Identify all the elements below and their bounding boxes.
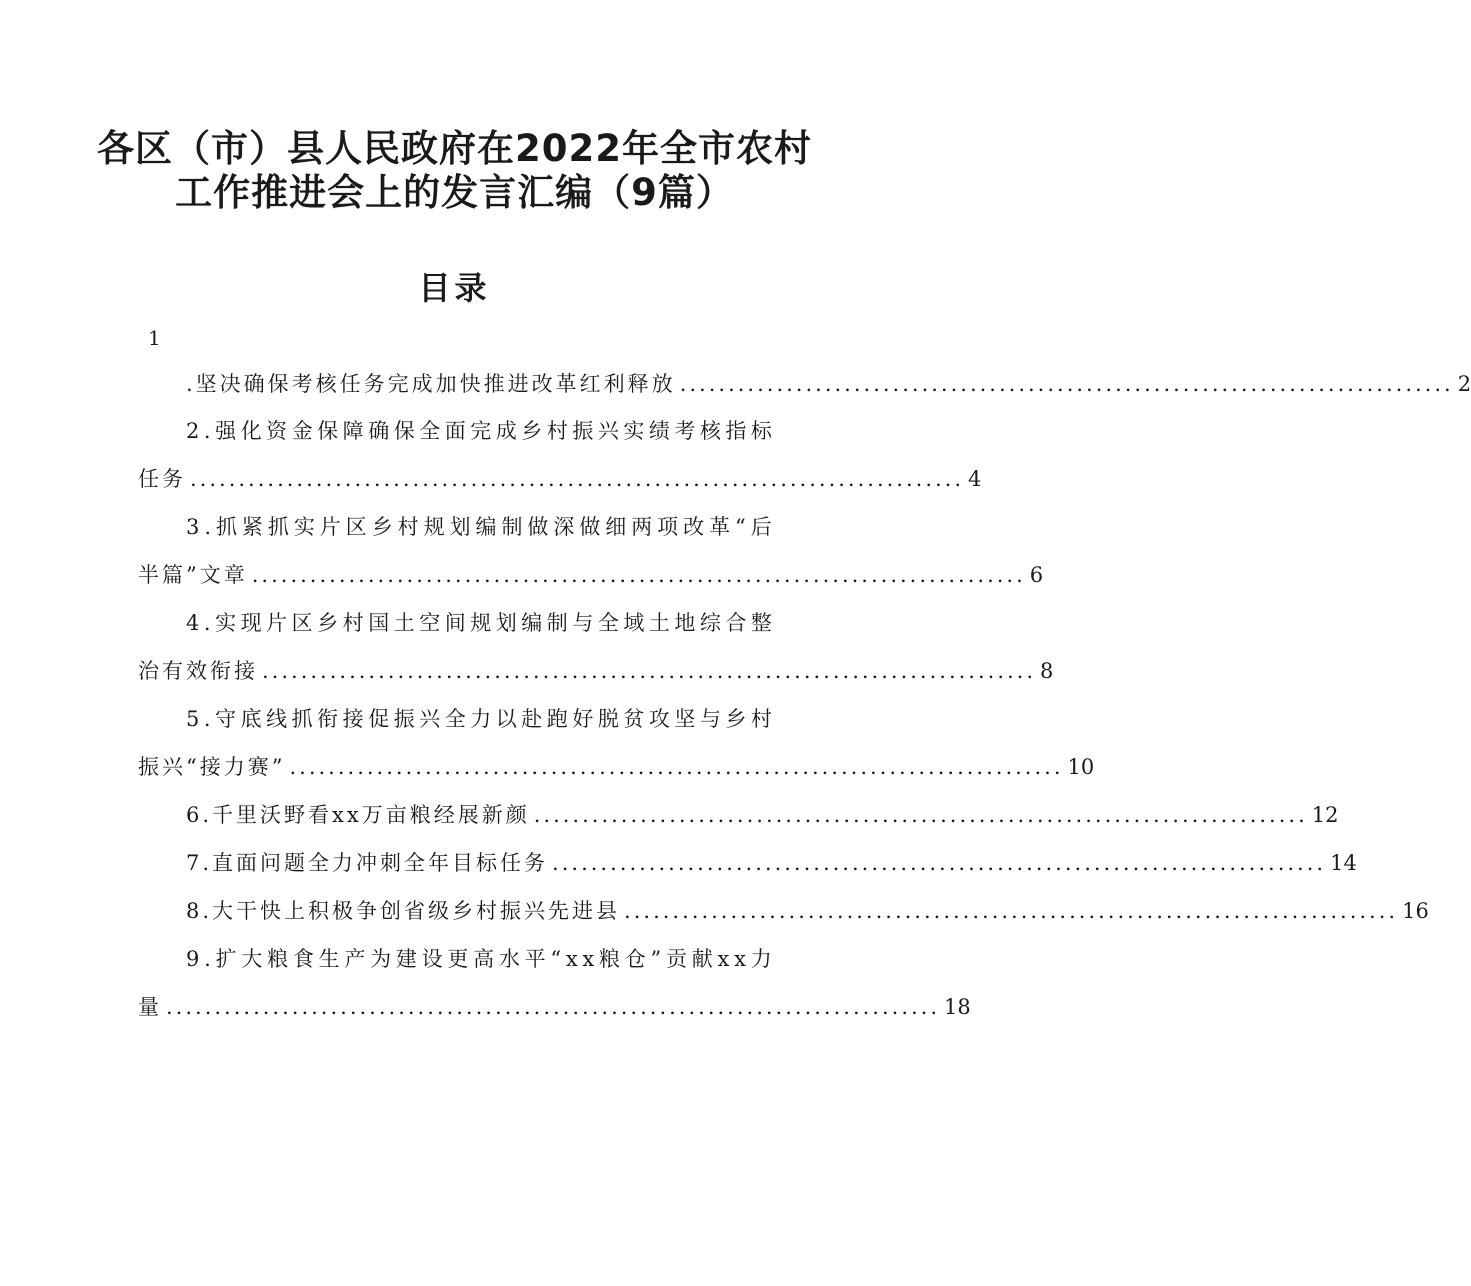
toc-entry-4-line-2	[138, 654, 1054, 688]
toc-entry-text: 任务	[138, 467, 186, 491]
toc-entry-text: 量	[138, 995, 162, 1019]
toc-entry-text: 3 . 抓 紧 抓 实 片 区 乡 村 规 划 编 制 做 深 做 细 两 项 改 革 “ 后	[186, 515, 772, 539]
toc-entry-text: 5 . 守 底 线 抓 衔 接 促 振 兴 全 力 以 赴 跑 好 脱 贫 攻 坚 与 乡 村	[186, 707, 772, 731]
toc-page-number: 10	[1067, 755, 1095, 779]
toc-entry-text: 8.大干快上积极争创省级乡村振兴先进县	[186, 899, 621, 923]
toc-leader-dots: ................................................................................	[251, 563, 1026, 587]
toc-entry-text: .坚决确保考核任务完成加快推进改革红利释放	[186, 372, 676, 396]
toc-entry-9-line-2	[138, 990, 971, 1024]
toc-entry-5-line-1	[186, 702, 772, 736]
toc-leader-dots: ................................................................................	[624, 899, 1399, 923]
toc-page-number: 8	[1040, 659, 1054, 683]
toc-leader-dots: ................................................................................	[552, 851, 1327, 875]
toc-entry-text: 9 . 扩 大 粮 食 生 产 为 建 设 更 高 水 平 “ x x 粮 仓 ” 贡 献 x x 力	[186, 947, 772, 971]
toc-entry-text: 4 . 实 现 片 区 乡 村 国 土 空 间 规 划 编 制 与 全 域 土 地 综 合 整	[186, 611, 772, 635]
toc-entry-text: 2 . 强 化 资 金 保 障 确 保 全 面 完 成 乡 村 振 兴 实 绩 考 核 指 标	[186, 419, 772, 443]
toc-page-number: 14	[1330, 851, 1357, 875]
toc-entry-6-line-1	[186, 798, 1339, 832]
toc-page-number: 12	[1311, 803, 1339, 827]
stray-page-number: 1	[148, 326, 161, 350]
toc-leader-dots: ................................................................................	[679, 372, 1454, 396]
toc-entry-9-line-1	[186, 942, 772, 976]
toc-entry-3-line-2	[138, 558, 1044, 592]
toc-entry-text: 半篇”文章	[138, 563, 248, 587]
toc-entry-text: 6.千里沃野看xx万亩粮经展新颜	[186, 803, 530, 827]
toc-entry-text: 治有效衔接	[138, 659, 258, 683]
document-title-line-1: 各区（市）县人民政府在2022年全市农村	[97, 127, 812, 170]
document-title-line-2: 工作推进会上的发言汇编（9篇）	[175, 171, 734, 214]
toc-heading: 目录	[418, 269, 491, 307]
toc-leader-dots: ................................................................................	[166, 995, 941, 1019]
toc-entry-text: 7.直面问题全力冲刺全年目标任务	[186, 851, 549, 875]
toc-entry-7-line-1	[186, 846, 1357, 880]
toc-entry-2-line-1	[186, 414, 772, 448]
toc-entry-8-line-1	[186, 894, 1429, 928]
toc-page-number: 2	[1457, 372, 1471, 396]
toc-leader-dots: ................................................................................	[289, 755, 1064, 779]
toc-leader-dots: ................................................................................	[262, 659, 1037, 683]
toc-page-number: 16	[1402, 899, 1429, 923]
toc-page-number: 6	[1029, 563, 1044, 587]
toc-leader-dots: ................................................................................	[533, 803, 1308, 827]
toc-page-number: 4	[968, 467, 982, 491]
toc-entry-4-line-1	[186, 606, 772, 640]
toc-entry-5-line-2	[138, 750, 1095, 784]
toc-entry-2-line-2	[138, 462, 982, 496]
toc-entry-1-line-1	[186, 367, 1471, 401]
toc-entry-3-line-1	[186, 510, 772, 544]
toc-entry-text: 振兴“接力赛”	[138, 755, 286, 779]
toc-leader-dots: ................................................................................	[190, 467, 965, 491]
toc-page-number: 18	[944, 995, 971, 1019]
